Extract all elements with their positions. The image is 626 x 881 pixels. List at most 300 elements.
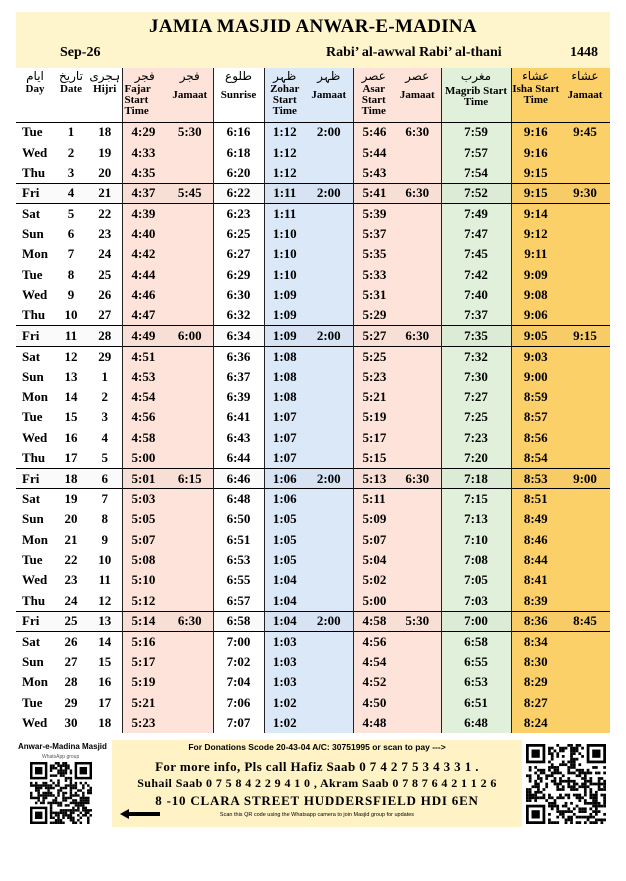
cell-date: 20	[54, 509, 88, 529]
cell-zohar-j	[305, 530, 353, 550]
table-row	[16, 204, 610, 224]
cell-isha-j: 9:00	[560, 468, 610, 488]
cell-asar-j	[394, 224, 441, 244]
cell-date: 28	[54, 672, 88, 692]
cell-sunrise: 6:50	[213, 509, 264, 529]
cell-day: Sat	[16, 489, 54, 509]
cell-isha-j	[560, 652, 610, 672]
cell-isha-j	[560, 713, 610, 733]
cell-day: Tue	[16, 693, 54, 713]
col-day: ایام Day	[16, 68, 54, 122]
cell-fajr-j	[167, 672, 213, 692]
cell-isha-j	[560, 428, 610, 448]
cell-zohar-j	[305, 265, 353, 285]
page-title: JAMIA MASJID ANWAR-E-MADINA	[149, 16, 477, 37]
cell-isha: 9:06	[511, 305, 560, 325]
cell-sunrise: 6:25	[213, 224, 264, 244]
cell-zohar: 1:06	[264, 489, 305, 509]
cell-date: 12	[54, 346, 88, 366]
cell-sunrise: 6:44	[213, 448, 264, 468]
col-fajr-jamaat: فجر Jamaat	[167, 68, 213, 122]
cell-zohar-j	[305, 428, 353, 448]
hijri-months-label: Rabi’ al-awwal Rabi’ al-thani	[326, 45, 502, 60]
cell-isha-j	[560, 693, 610, 713]
cell-magrib: 7:25	[441, 407, 511, 427]
cell-asar-j	[394, 570, 441, 590]
footer	[16, 740, 610, 827]
cell-asar-j	[394, 631, 441, 651]
cell-fajr: 4:53	[122, 367, 167, 387]
cell-sunrise: 6:53	[213, 550, 264, 570]
cell-isha: 9:09	[511, 265, 560, 285]
month-label: Sep-26	[60, 45, 101, 60]
address-line: 8 -10 CLARA STREET HUDDERSFIELD HDI 6EN	[155, 793, 479, 808]
cell-sunrise: 7:06	[213, 693, 264, 713]
cell-zohar: 1:04	[264, 611, 305, 631]
cell-zohar: 1:10	[264, 265, 305, 285]
cell-magrib: 6:55	[441, 652, 511, 672]
cell-zohar-j	[305, 448, 353, 468]
table-row	[16, 224, 610, 244]
cell-asar-j: 6:30	[394, 183, 441, 203]
cell-zohar-j	[305, 142, 353, 162]
table-row	[16, 489, 610, 509]
cell-asar-j: 6:30	[394, 468, 441, 488]
cell-zohar: 1:10	[264, 244, 305, 264]
cell-date: 23	[54, 570, 88, 590]
cell-zohar-j: 2:00	[305, 122, 353, 142]
cell-asar: 4:56	[353, 631, 394, 651]
col-zohar-jamaat: ظہر Jamaat	[305, 68, 353, 122]
cell-date: 10	[54, 305, 88, 325]
cell-hijri: 23	[88, 224, 122, 244]
cell-hijri: 24	[88, 244, 122, 264]
cell-fajr: 5:14	[122, 611, 167, 631]
cell-fajr: 4:40	[122, 224, 167, 244]
cell-magrib: 7:18	[441, 468, 511, 488]
cell-magrib: 7:27	[441, 387, 511, 407]
cell-magrib: 7:00	[441, 611, 511, 631]
cell-day: Wed	[16, 428, 54, 448]
cell-magrib: 6:53	[441, 672, 511, 692]
cell-date: 17	[54, 448, 88, 468]
cell-fajr: 4:47	[122, 305, 167, 325]
cell-zohar: 1:03	[264, 631, 305, 651]
cell-hijri: 7	[88, 489, 122, 509]
cell-sunrise: 7:07	[213, 713, 264, 733]
brand-name: Anwar-e-Madina Masjid	[18, 742, 107, 751]
cell-zohar-j: 2:00	[305, 326, 353, 346]
cell-zohar: 1:06	[264, 468, 305, 488]
info-panel	[112, 740, 522, 827]
cell-magrib: 7:03	[441, 591, 511, 611]
cell-magrib: 7:57	[441, 142, 511, 162]
cell-asar-j	[394, 693, 441, 713]
cell-sunrise: 6:57	[213, 591, 264, 611]
cell-hijri: 13	[88, 611, 122, 631]
cell-isha-j	[560, 509, 610, 529]
cell-asar-j	[394, 305, 441, 325]
cell-magrib: 7:05	[441, 570, 511, 590]
cell-magrib: 7:45	[441, 244, 511, 264]
cell-sunrise: 6:58	[213, 611, 264, 631]
cell-zohar-j	[305, 407, 353, 427]
cell-fajr-j	[167, 489, 213, 509]
cell-fajr-j	[167, 693, 213, 713]
cell-day: Wed	[16, 570, 54, 590]
cell-fajr: 5:05	[122, 509, 167, 529]
cell-date: 11	[54, 326, 88, 346]
cell-zohar-j	[305, 693, 353, 713]
cell-zohar-j	[305, 387, 353, 407]
table-row	[16, 713, 610, 733]
cell-magrib: 7:37	[441, 305, 511, 325]
cell-fajr-j	[167, 224, 213, 244]
cell-hijri: 26	[88, 285, 122, 305]
cell-isha-j	[560, 265, 610, 285]
cell-fajr: 4:46	[122, 285, 167, 305]
cell-isha: 9:03	[511, 346, 560, 366]
cell-isha-j	[560, 142, 610, 162]
cell-hijri: 1	[88, 367, 122, 387]
cell-isha-j: 9:15	[560, 326, 610, 346]
cell-isha-j	[560, 570, 610, 590]
cell-asar: 5:27	[353, 326, 394, 346]
table-row	[16, 244, 610, 264]
cell-fajr: 4:29	[122, 122, 167, 142]
cell-hijri: 29	[88, 346, 122, 366]
cell-zohar: 1:05	[264, 530, 305, 550]
cell-zohar: 1:02	[264, 713, 305, 733]
cell-magrib: 7:35	[441, 326, 511, 346]
cell-day: Fri	[16, 468, 54, 488]
cell-asar-j	[394, 367, 441, 387]
cell-fajr-j	[167, 652, 213, 672]
cell-asar: 4:48	[353, 713, 394, 733]
table-row	[16, 428, 610, 448]
cell-zohar-j	[305, 285, 353, 305]
cell-asar-j	[394, 428, 441, 448]
cell-zohar: 1:09	[264, 326, 305, 346]
cell-zohar-j	[305, 570, 353, 590]
cell-zohar: 1:02	[264, 693, 305, 713]
cell-zohar: 1:11	[264, 204, 305, 224]
cell-fajr-j	[167, 407, 213, 427]
cell-zohar: 1:09	[264, 305, 305, 325]
cell-fajr: 5:17	[122, 652, 167, 672]
col-hijri: ہجری Hijri	[88, 68, 122, 122]
cell-fajr-j	[167, 244, 213, 264]
cell-fajr-j	[167, 163, 213, 183]
cell-asar-j	[394, 285, 441, 305]
cell-sunrise: 6:46	[213, 468, 264, 488]
cell-date: 13	[54, 367, 88, 387]
cell-hijri: 2	[88, 387, 122, 407]
scan-note: Scan this QR code using the Whatsapp camera to join Masjid group for updates	[219, 812, 415, 818]
cell-isha-j	[560, 367, 610, 387]
cell-magrib: 7:30	[441, 367, 511, 387]
cell-fajr: 5:01	[122, 468, 167, 488]
cell-day: Wed	[16, 285, 54, 305]
cell-day: Thu	[16, 591, 54, 611]
cell-asar-j	[394, 591, 441, 611]
cell-fajr: 4:39	[122, 204, 167, 224]
cell-magrib: 7:47	[441, 224, 511, 244]
cell-fajr-j	[167, 631, 213, 651]
cell-fajr-j	[167, 530, 213, 550]
cell-fajr: 5:03	[122, 489, 167, 509]
cell-fajr: 4:51	[122, 346, 167, 366]
cell-asar: 5:35	[353, 244, 394, 264]
prayer-times-body	[16, 122, 610, 733]
cell-isha: 8:27	[511, 693, 560, 713]
cell-date: 2	[54, 142, 88, 162]
cell-sunrise: 6:20	[213, 163, 264, 183]
cell-zohar: 1:03	[264, 672, 305, 692]
cell-fajr: 5:19	[122, 672, 167, 692]
cell-fajr-j	[167, 387, 213, 407]
cell-date: 3	[54, 163, 88, 183]
cell-fajr-j	[167, 346, 213, 366]
cell-date: 6	[54, 224, 88, 244]
col-isha-jamaat: عشاء Jamaat	[560, 68, 610, 122]
cell-zohar: 1:12	[264, 142, 305, 162]
cell-fajr-j	[167, 142, 213, 162]
cell-magrib: 7:08	[441, 550, 511, 570]
col-asar-jamaat: عصر Jamaat	[394, 68, 441, 122]
whatsapp-qr-code-icon[interactable]	[30, 762, 92, 824]
table-row	[16, 163, 610, 183]
table-row	[16, 305, 610, 325]
cell-magrib: 7:20	[441, 448, 511, 468]
cell-fajr-j	[167, 591, 213, 611]
cell-fajr: 4:33	[122, 142, 167, 162]
cell-hijri: 8	[88, 509, 122, 529]
cell-asar-j	[394, 346, 441, 366]
cell-sunrise: 7:00	[213, 631, 264, 651]
cell-day: Wed	[16, 713, 54, 733]
cell-asar: 5:19	[353, 407, 394, 427]
cell-fajr-j	[167, 509, 213, 529]
cell-zohar-j	[305, 346, 353, 366]
cell-isha: 9:00	[511, 367, 560, 387]
cell-hijri: 18	[88, 713, 122, 733]
cell-zohar-j	[305, 550, 353, 570]
cell-asar: 5:15	[353, 448, 394, 468]
cell-asar: 5:33	[353, 265, 394, 285]
cell-sunrise: 6:48	[213, 489, 264, 509]
table-row	[16, 407, 610, 427]
cell-sunrise: 6:43	[213, 428, 264, 448]
cell-zohar-j: 2:00	[305, 183, 353, 203]
cell-isha-j	[560, 591, 610, 611]
cell-hijri: 3	[88, 407, 122, 427]
cell-asar-j	[394, 265, 441, 285]
cell-isha-j	[560, 244, 610, 264]
cell-asar: 4:52	[353, 672, 394, 692]
cell-sunrise: 6:18	[213, 142, 264, 162]
cell-day: Fri	[16, 611, 54, 631]
table-row	[16, 326, 610, 346]
cell-zohar: 1:08	[264, 367, 305, 387]
cell-day: Sun	[16, 509, 54, 529]
cell-asar-j: 6:30	[394, 326, 441, 346]
cell-date: 1	[54, 122, 88, 142]
cell-fajr-j	[167, 713, 213, 733]
cell-isha-j	[560, 346, 610, 366]
cell-zohar-j	[305, 672, 353, 692]
cell-date: 18	[54, 468, 88, 488]
cell-date: 27	[54, 652, 88, 672]
cell-hijri: 28	[88, 326, 122, 346]
cell-isha-j	[560, 631, 610, 651]
cell-zohar-j	[305, 204, 353, 224]
contact-line-1: For more info, Pls call Hafiz Saab 0 7 4 2 7 5 3 4 3 3 1 .	[155, 759, 479, 774]
cell-date: 8	[54, 265, 88, 285]
cell-asar: 5:43	[353, 163, 394, 183]
cell-hijri: 16	[88, 672, 122, 692]
cell-fajr: 4:44	[122, 265, 167, 285]
cell-date: 24	[54, 591, 88, 611]
cell-zohar-j	[305, 163, 353, 183]
cell-zohar: 1:12	[264, 163, 305, 183]
cell-asar-j	[394, 407, 441, 427]
donation-line: For Donations Scode 20-43-04 A/C: 30751995 or scan to pay --->	[188, 742, 446, 752]
cell-fajr: 4:37	[122, 183, 167, 203]
cell-day: Thu	[16, 448, 54, 468]
cell-zohar-j	[305, 489, 353, 509]
cell-isha: 8:39	[511, 591, 560, 611]
cell-isha-j: 9:45	[560, 122, 610, 142]
cell-magrib: 7:10	[441, 530, 511, 550]
cell-day: Tue	[16, 265, 54, 285]
cell-zohar-j	[305, 713, 353, 733]
cell-fajr-j: 5:30	[167, 122, 213, 142]
cell-zohar: 1:05	[264, 509, 305, 529]
cell-hijri: 17	[88, 693, 122, 713]
cell-isha: 9:16	[511, 142, 560, 162]
cell-zohar-j	[305, 305, 353, 325]
cell-fajr: 4:35	[122, 163, 167, 183]
cell-fajr-j: 5:45	[167, 183, 213, 203]
cell-asar: 5:46	[353, 122, 394, 142]
cell-date: 4	[54, 183, 88, 203]
cell-asar-j	[394, 142, 441, 162]
cell-isha: 8:51	[511, 489, 560, 509]
cell-zohar: 1:12	[264, 122, 305, 142]
cell-zohar-j	[305, 224, 353, 244]
table-row	[16, 367, 610, 387]
cell-isha: 9:15	[511, 163, 560, 183]
cell-asar: 5:04	[353, 550, 394, 570]
cell-hijri: 14	[88, 631, 122, 651]
cell-isha: 9:15	[511, 183, 560, 203]
cell-date: 16	[54, 428, 88, 448]
cell-isha: 8:59	[511, 387, 560, 407]
cell-isha: 9:08	[511, 285, 560, 305]
cell-asar-j	[394, 530, 441, 550]
cell-zohar: 1:04	[264, 570, 305, 590]
cell-magrib: 7:40	[441, 285, 511, 305]
cell-asar: 5:23	[353, 367, 394, 387]
cell-asar: 5:41	[353, 183, 394, 203]
cell-asar-j: 5:30	[394, 611, 441, 631]
cell-magrib: 7:15	[441, 489, 511, 509]
cell-isha-j	[560, 224, 610, 244]
cell-fajr: 5:12	[122, 591, 167, 611]
cell-isha: 8:29	[511, 672, 560, 692]
cell-zohar: 1:07	[264, 448, 305, 468]
col-isha-start: عشاء Isha Start Time	[511, 68, 560, 122]
cell-hijri: 15	[88, 652, 122, 672]
cell-isha: 9:14	[511, 204, 560, 224]
cell-day: Tue	[16, 122, 54, 142]
cell-date: 25	[54, 611, 88, 631]
cell-isha-j	[560, 163, 610, 183]
cell-isha: 8:36	[511, 611, 560, 631]
cell-sunrise: 6:27	[213, 244, 264, 264]
table-row	[16, 387, 610, 407]
cell-sunrise: 6:36	[213, 346, 264, 366]
cell-isha: 8:24	[511, 713, 560, 733]
cell-zohar-j	[305, 367, 353, 387]
cell-isha: 8:34	[511, 631, 560, 651]
cell-asar: 5:02	[353, 570, 394, 590]
table-row	[16, 570, 610, 590]
cell-fajr: 4:49	[122, 326, 167, 346]
cell-asar: 5:39	[353, 204, 394, 224]
cell-isha-j	[560, 305, 610, 325]
cell-day: Tue	[16, 550, 54, 570]
table-row	[16, 693, 610, 713]
cell-isha: 9:12	[511, 224, 560, 244]
cell-fajr-j: 6:30	[167, 611, 213, 631]
cell-isha-j	[560, 489, 610, 509]
cell-day: Wed	[16, 142, 54, 162]
payment-qr-code-icon[interactable]	[526, 744, 606, 824]
cell-sunrise: 6:51	[213, 530, 264, 550]
cell-zohar: 1:07	[264, 428, 305, 448]
table-row	[16, 122, 610, 142]
cell-day: Sat	[16, 346, 54, 366]
cell-isha: 8:30	[511, 652, 560, 672]
cell-hijri: 12	[88, 591, 122, 611]
cell-zohar-j	[305, 631, 353, 651]
cell-day: Sun	[16, 652, 54, 672]
cell-fajr-j	[167, 204, 213, 224]
cell-asar-j	[394, 204, 441, 224]
cell-asar: 5:29	[353, 305, 394, 325]
cell-sunrise: 6:41	[213, 407, 264, 427]
cell-sunrise: 6:39	[213, 387, 264, 407]
cell-hijri: 25	[88, 265, 122, 285]
cell-magrib: 6:58	[441, 631, 511, 651]
cell-sunrise: 6:16	[213, 122, 264, 142]
cell-asar: 5:11	[353, 489, 394, 509]
cell-magrib: 7:42	[441, 265, 511, 285]
cell-hijri: 10	[88, 550, 122, 570]
cell-isha: 8:49	[511, 509, 560, 529]
cell-fajr-j: 6:00	[167, 326, 213, 346]
cell-asar: 5:44	[353, 142, 394, 162]
cell-asar: 5:37	[353, 224, 394, 244]
cell-asar: 5:21	[353, 387, 394, 407]
cell-fajr: 4:42	[122, 244, 167, 264]
cell-magrib: 7:23	[441, 428, 511, 448]
table-row	[16, 468, 610, 488]
cell-day: Mon	[16, 387, 54, 407]
cell-fajr-j	[167, 550, 213, 570]
